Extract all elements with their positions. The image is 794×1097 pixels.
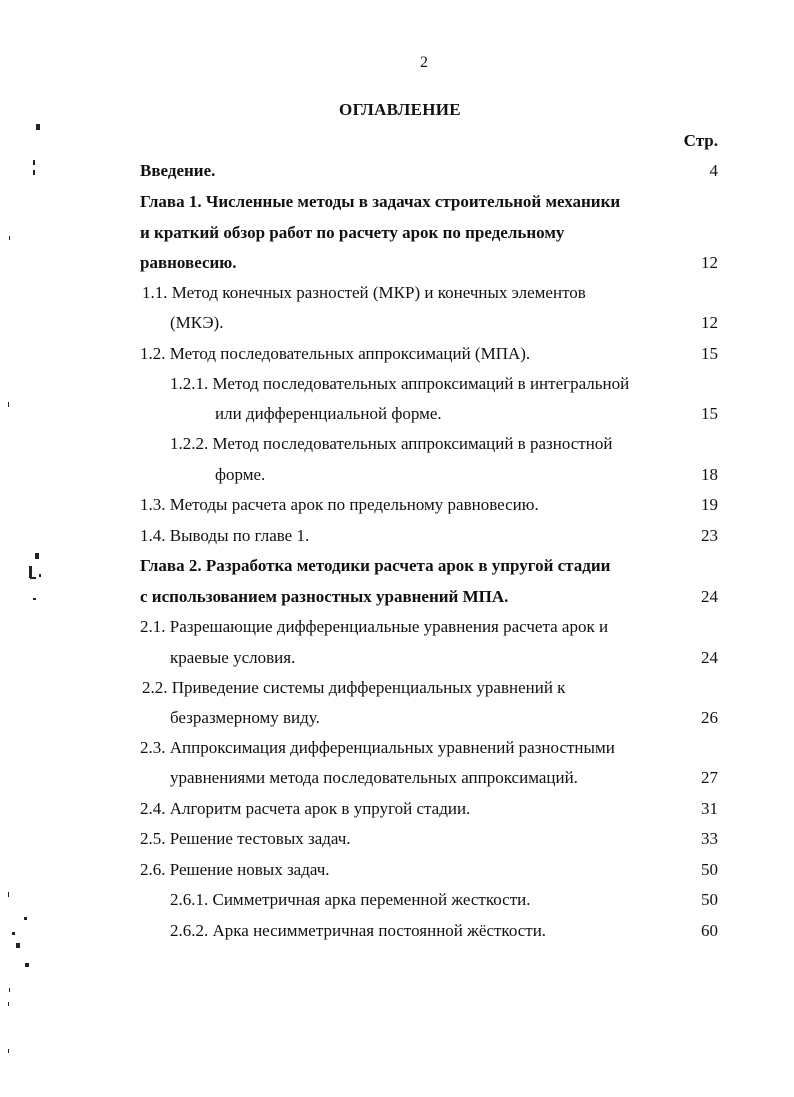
toc-entry: 1.4. Выводы по главе 1. [140,526,310,545]
toc-entry: 2.5. Решение тестовых задач. [140,829,351,848]
toc-entry: 2.6.2. Арка несимметричная постоянной жёсткости. [170,921,547,940]
page-column-label: Стр. [683,131,718,150]
toc-entry: Глава 2. Разработка методики расчета арок в упругой стадии [140,556,611,575]
toc-page: 50 [701,860,718,879]
toc-page: 33 [701,829,718,848]
toc-page: 4 [709,161,718,180]
toc-entry: и краткий обзор работ по расчету арок по предельному [140,223,565,242]
toc-entry: 2.2. Приведение системы дифференциальных уравнений к [142,678,566,697]
toc-page: 31 [701,799,718,818]
toc-entry: 1.2.2. Метод последовательных аппроксимаций в разностной [170,434,613,453]
toc-page: 24 [701,648,718,667]
toc-page: 23 [701,526,718,545]
toc-entry: 1.2. Метод последовательных аппроксимаций (МПА). [140,344,531,363]
toc-entry: равновесию. [140,253,237,272]
scan-speck [25,963,29,967]
toc-page: 27 [701,768,718,787]
toc-entry: форме. [215,465,266,484]
toc-entry: 1.3. Методы расчета арок по предельному равновесию. [140,495,539,514]
scan-speck [33,160,35,165]
scan-speck [8,892,9,897]
toc-page: 12 [701,253,718,272]
toc-page: 50 [701,890,718,909]
scan-speck [39,574,41,577]
scan-speck [8,1002,9,1006]
toc-entry: 2.6. Решение новых задач. [140,860,330,879]
toc-page: 18 [701,465,718,484]
toc-entry: 1.1. Метод конечных разностей (МКР) и конечных элементов [142,283,586,302]
toc-entry: безразмерному виду. [170,708,320,727]
scan-speck [35,553,39,559]
page-title: ОГЛАВЛЕНИЕ [339,100,461,119]
toc-entry: Глава 1. Численные методы в задачах строительной механики [140,192,621,211]
toc-entry: 2.1. Разрешающие дифференциальные уравнения расчета арок и [140,617,609,636]
toc-entry: 2.3. Аппроксимация дифференциальных уравнений разностными [140,738,615,757]
scan-speck [30,577,36,579]
scan-speck [12,932,15,935]
scan-speck [9,236,10,240]
toc-entry: 1.2.1. Метод последовательных аппроксимаций в интегральной [170,374,630,393]
scan-speck [33,170,35,175]
toc-page: 60 [701,921,718,940]
toc-page: 19 [701,495,718,514]
scan-speck [8,1049,9,1053]
toc-entry: Введение. [140,161,216,180]
toc-entry: с использованием разностных уравнений МПА. [140,587,509,606]
toc-entry: (МКЭ). [170,313,224,332]
toc-entry: уравнениями метода последовательных аппроксимаций. [170,768,578,787]
scan-speck [8,402,9,407]
toc-entry: или дифференциальной форме. [215,404,442,423]
toc-page: 12 [701,313,718,332]
toc-entry: 2.4. Алгоритм расчета арок в упругой стадии. [140,799,471,818]
scan-speck [9,988,10,992]
scan-speck [24,917,27,920]
toc-entry: краевые условия. [170,648,296,667]
toc-page: 26 [701,708,718,727]
page-number: 2 [420,54,428,71]
toc-entry: 2.6.1. Симметричная арка переменной жесткости. [170,890,531,909]
scan-speck [16,943,20,948]
scan-speck [36,124,40,130]
toc-page: 24 [701,587,718,606]
toc-page: 15 [701,344,718,363]
toc-page: 15 [701,404,718,423]
scan-speck [33,598,36,600]
